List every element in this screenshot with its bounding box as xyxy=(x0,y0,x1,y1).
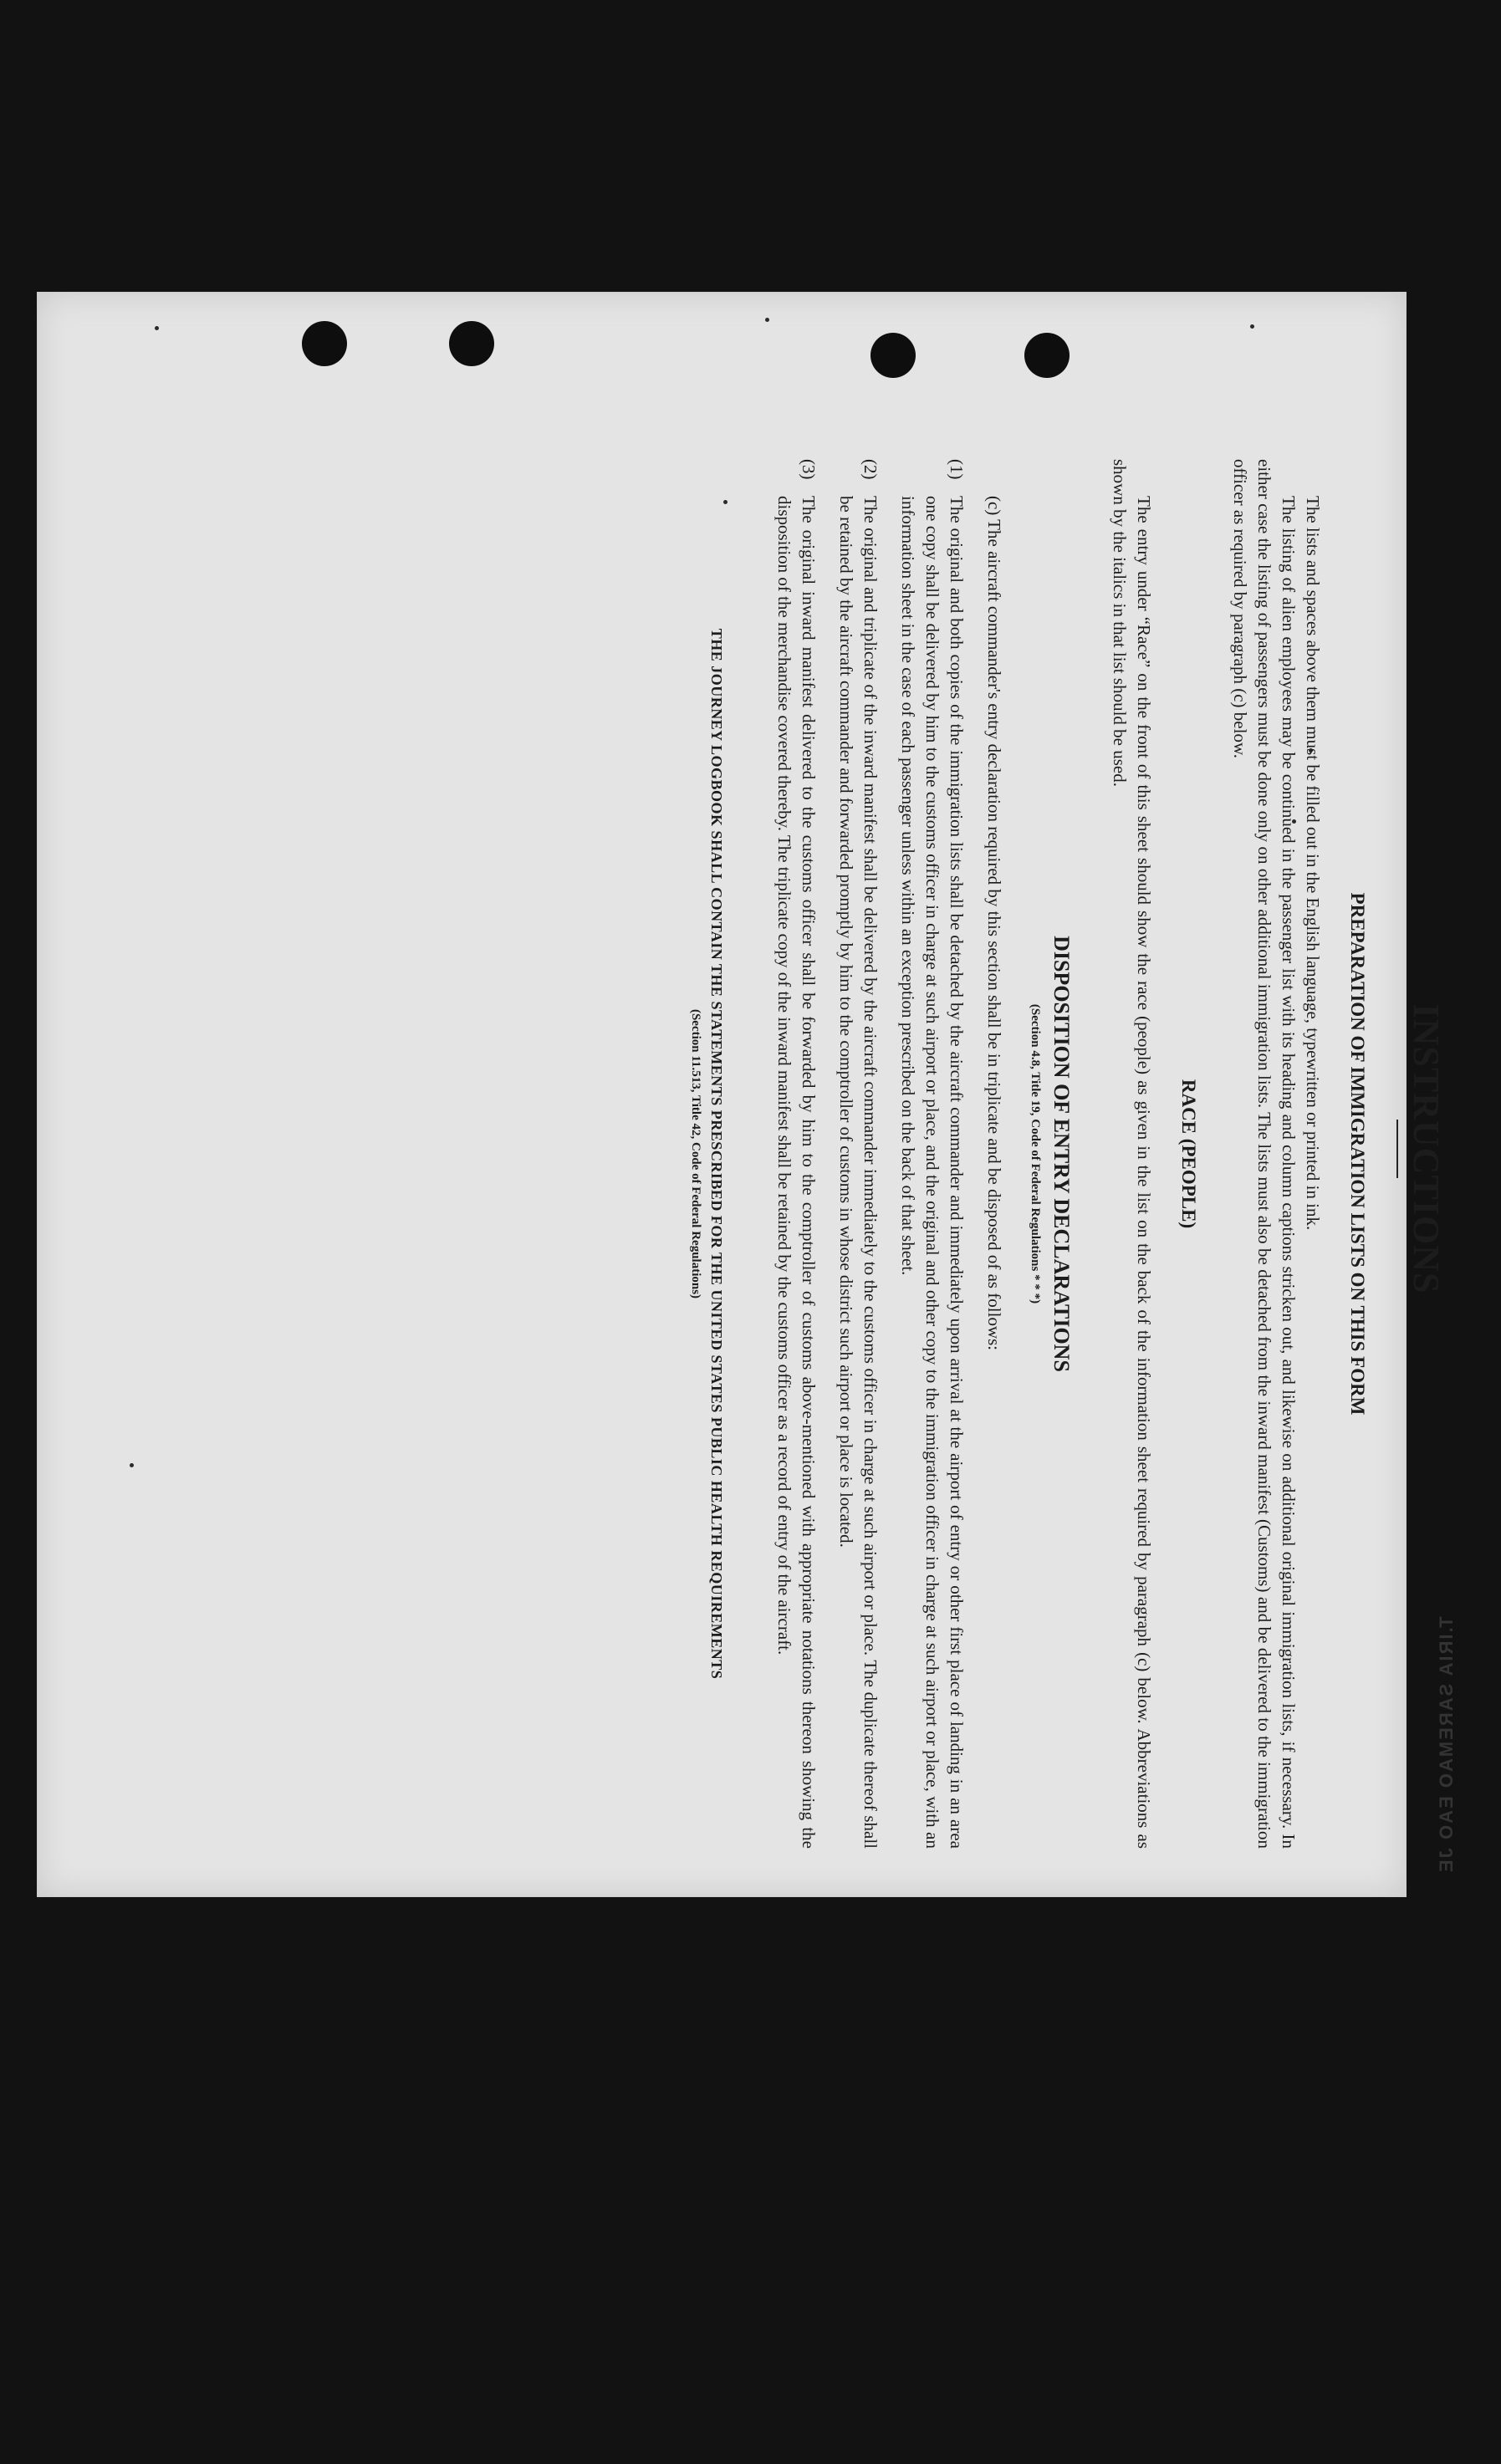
punch-hole xyxy=(870,333,916,378)
disposition-item xyxy=(896,459,968,1849)
disposition-intro: (c) The aircraft commander's entry declaration required by this section shall be in triplicate and be disposed of as follows: xyxy=(984,496,1004,1351)
disposition-item-text: The original and triplicate of the inward manifest shall be delivered by the aircraft commander immediately to the customs officer in charge at such airport or place. The duplicate thereof shall be retained by the aircraft commander and forwarded promptly by him to the comptroller of customs in whose district such airport or place is located. xyxy=(836,496,881,1849)
journey-logbook-statement: THE JOURNEY LOGBOOK SHALL CONTAIN THE STATEMENTS PRESCRIBED FOR THE UNITED STATES PUBLIC HEALTH REQUIREMENTS xyxy=(708,628,725,1680)
disposition-item-text: The original and both copies of the immigration lists shall be detached by the aircraft commander and immediately upon arrival at the airport of entry or other first place of landing in an area one copy shall be delivered by him to the customs officer in charge at such airport or place, and the original and other copy to the immigration officer in charge at such airport or place, with an information sheet in the case of each passenger unless within an exception prescribed on the back of that sheet. xyxy=(898,496,967,1849)
disposition-item-text: The original inward manifest delivered to the customs officer shall be forwarded by him to the comptroller of customs above-mentioned with appropriate notations thereon showing the disposition of the merchandise covered thereby. The triplicate copy of the inward manifest shall be retained by the customs officer as a record of entry of the aircraft. xyxy=(774,496,819,1849)
disposition-item-number: (1) xyxy=(947,459,967,480)
punch-hole xyxy=(449,321,494,366)
journey-logbook-citation: (Section 11.513, Title 42, Code of Federal Regulations) xyxy=(689,1008,702,1299)
scan-speck xyxy=(130,1463,134,1467)
disposition-item-number: (2) xyxy=(860,459,881,480)
preparation-paragraph-1: The lists and spaces above them must be filled out in the English language, typewritten or printed in ink. xyxy=(1303,496,1323,1231)
scan-speck xyxy=(1250,324,1254,329)
race-heading: RACE (PEOPLE) xyxy=(1178,1079,1199,1229)
preparation-heading: PREPARATION OF IMMIGRATION LISTS ON THIS FORM xyxy=(1347,892,1368,1416)
title-underline xyxy=(1396,1120,1398,1178)
scan-speck xyxy=(155,326,159,330)
disposition-item xyxy=(834,459,882,1849)
instructions-text-block xyxy=(518,417,1457,1880)
disposition-heading: DISPOSITION OF ENTRY DECLARATIONS xyxy=(1049,936,1074,1372)
scan-speck xyxy=(765,318,769,322)
race-paragraph: The entry under “Race” on the front of this sheet should show the race (people) as given in the list on the back of the information sheet required by paragraph (c) below. Abbreviations as shown by the italics in that list should be used. xyxy=(1110,459,1154,1849)
instructions-body xyxy=(688,417,1368,1880)
disposition-item xyxy=(772,459,820,1849)
punch-hole xyxy=(302,321,347,366)
preparation-paragraph-2: The listing of alien employees may be continued in the passenger list with its heading and column captions stricken out, and likewise on additional original immigration lists, if necessary. In either case the listing of passengers must be done only on other additional immigration lists. The lists must also be detached from the inward manifest (Customs) and be delivered to the immigration officer as required by paragraph (c) below. xyxy=(1230,459,1299,1849)
mirrored-stamp: T.IRIA SAREMAO EAO JE xyxy=(1436,1616,1457,1874)
punch-hole xyxy=(1024,333,1070,378)
disposition-item-number: (3) xyxy=(799,459,819,480)
page-title: INSTRUCTIONS xyxy=(1406,1003,1447,1294)
disposition-citation: (Section 4.8, Title 19, Code of Federal Regulations * * *) xyxy=(1029,1003,1042,1304)
